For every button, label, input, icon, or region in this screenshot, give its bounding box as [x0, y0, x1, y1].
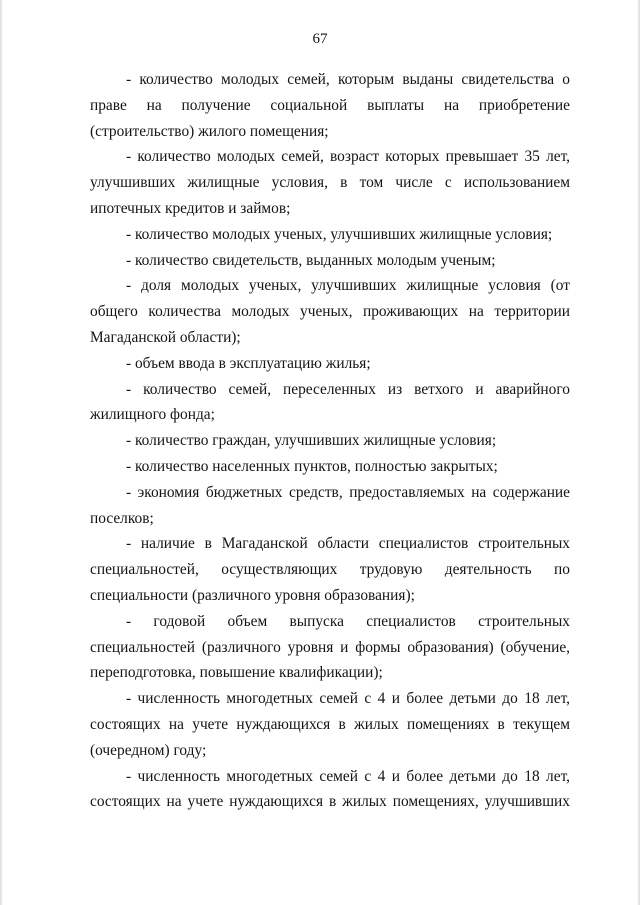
list-item: - наличие в Магаданской области специалистов строительных специальностей, осуществляющих трудовую деятельность по специальности (различного уровня образования); [90, 535, 570, 604]
list-item: - годовой объем выпуска специалистов строительных специальностей (различного уровня и формы образования) (обучение, переподготовка, повышение квалификации); [90, 612, 570, 682]
list-item: - экономия бюджетных средств, предоставляемых на содержание поселков; [90, 483, 570, 527]
scan-edge-left [0, 0, 3, 905]
indicator-list [90, 67, 570, 815]
list-item: - количество населенных пунктов, полностью закрытых; [126, 457, 498, 475]
list-item: - количество молодых семей, возраст которых превышает 35 лет, улучшивших жилищные условия, в том числе с использованием ипотечных кредитов и займов; [90, 148, 570, 217]
list-item: - количество граждан, улучшивших жилищные условия; [126, 432, 497, 450]
list-item: - доля молодых ученых, улучшивших жилищные условия (от общего количества молодых ученых, проживающих на территории Магаданской области); [90, 277, 570, 346]
list-item: - численность многодетных семей с 4 и более детьми до 18 лет, состоящих на учете нуждающихся в жилых помещениях в текущем (очередном) году; [90, 690, 570, 759]
list-item: - количество семей, переселенных из ветхого и аварийного жилищного фонда; [90, 380, 570, 424]
page-number: 67 [312, 31, 328, 47]
list-item: - объем ввода в эксплуатацию жилья; [126, 354, 371, 372]
list-item: - количество свидетельств, выданных молодым ученым; [126, 251, 496, 269]
list-item: - количество молодых семей, которым выданы свидетельства о праве на получение социальной выплаты на приобретение (строительство) жилого помещения; [90, 71, 570, 140]
list-item: - численность многодетных семей с 4 и более детьми до 18 лет, состоящих на учете нуждающихся в жилых помещениях, улучшивших [90, 767, 570, 811]
list-item: - количество молодых ученых, улучшивших жилищные условия; [126, 225, 553, 243]
